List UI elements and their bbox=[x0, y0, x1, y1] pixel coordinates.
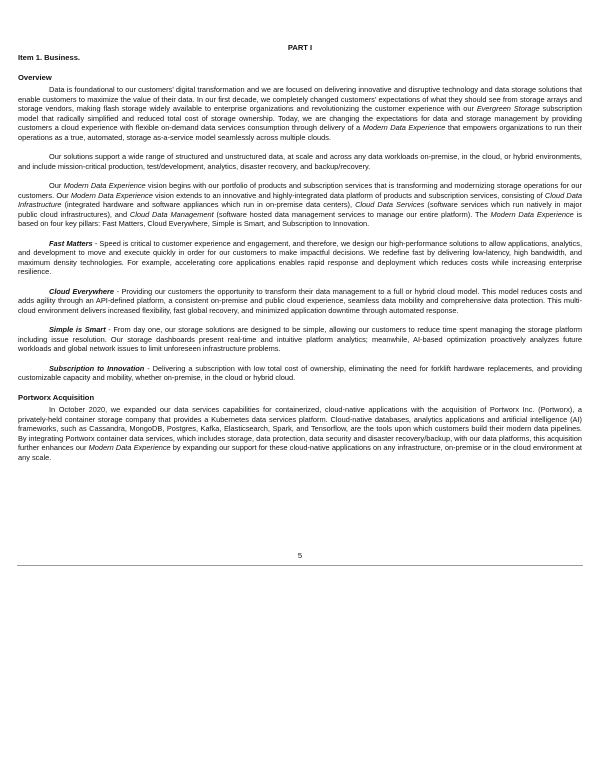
page-divider bbox=[17, 565, 583, 566]
paragraph-overview-2: Our solutions support a wide range of structured and unstructured data, at scale and across any data workloads on-premise, in the cloud, or hybrid environments, and include mission-critical production, test/development, analytics, disaster recovery, and backup/recovery. bbox=[18, 152, 582, 171]
document-page bbox=[18, 43, 582, 462]
item-title: Item 1. Business. bbox=[18, 53, 81, 62]
section-heading-overview: Overview bbox=[18, 72, 52, 82]
paragraph-pillar-cloud-everywhere: Cloud Everywhere - Providing our customers the opportunity to transform their data management to a full or hybrid cloud model. This model reduces costs and adds agility through an API-defined platform, a consistent on-premise and public cloud experience, seamless data mobility and comprehensive data protection. This multi-cloud environment delivers increased flexibility, fast global recovery, and minimized application downtime through automated response. bbox=[18, 286, 583, 315]
part-title: PART I bbox=[287, 43, 313, 52]
paragraph-overview-1: Data is foundational to our customers’ digital transformation and we are focused on delivering innovative and disruptive technology and data storage solutions that enable customers to maximize the value of their data. In our first decade, we completely changed customers’ expectations of what they should see from storage arrays and storage vendors, making flash storage widely available to enterprise organizations and revolutionizing the customer experience with our Evergreen Storage subscription model that radically simplified and reduced total cost of storage ownership. Today, we are changing the expectations for data and storage management by providing customers a cloud experience with flexible on-demand data services consumption through delivery of a Modern Data Experience that empowers organizations to run their operations as a true, automated, storage as-a-service model seamlessly across multiple clouds. bbox=[18, 85, 582, 142]
paragraph-pillar-subscription-to-innovation: Subscription to Innovation - Delivering a subscription with low total cost of ownership, eliminating the need for forklift hardware replacements, and providing customizable capacity and mobility, whether on-premise, in the cloud or hybrid cloud. bbox=[18, 363, 582, 382]
paragraph-overview-3: Our Modern Data Experience vision begins with our portfolio of products and subscription services that is transforming and modernizing storage operations for our customers. Our Modern Data Experience vision extends to an innovative and highly-integrated data platform of products and subscription services, consisting of Cloud Data Infrastructure (integrated hardware and software appliances which run in on-premise data centers), Cloud Data Services (software services which run natively in major public cloud infrastructures), and Cloud Data Management (software hosted data management services to manage our entire platform). The Modern Data Experience is based on four key pillars: Fast Matters, Cloud Everywhere, Simple is Smart, and Subscription to Innovation. bbox=[18, 181, 582, 228]
paragraph-pillar-simple-is-smart: Simple is Smart - From day one, our storage solutions are designed to be simple, allowing our customers to reduce time spent managing the storage platform including issue resolution. Our storage dashboards present real-time and intuitive platform analytics; meanwhile, AI-based optimization proactively analyzes future workloads and global network issues to limit unforeseen infrastructure problems. bbox=[18, 325, 582, 353]
paragraph-pillar-fast-matters: Fast Matters - Speed is critical to customer experience and engagement, and therefore, we design our high-performance solutions to allow applications, analytics, and development to move and execute quickly in order for our customers to make impactful decisions. We redefine fast by delivering low-latency, high bandwidth, and maximum density technologies. For example, accelerating core applications enables rapid response and deployment which reduces costs while increasing enterprise resilience. bbox=[18, 238, 582, 276]
paragraph-portworx-1: In October 2020, we expanded our data services capabilities for containerized, cloud-native applications with the acquisition of Portworx Inc. (Portworx), a privately-held container storage company that provides a Kubernetes data services platform. Cloud-native databases, analytics applications and artificial intelligence (AI) frameworks, such as Cassandra, MongoDB, Postgres, Kafka, Elasticsearch, Spark, and Tensorflow, are the tools upon which customers build their modern data pipelines. By integrating Portworx container data services, which includes storage, data protection, data security and disaster recovery/backup, with our data platforms, this acquisition further enhances our Modern Data Experience by expanding our support for these cloud-native applications on any infrastructure, on-premise or in the cloud environment at any scale. bbox=[18, 405, 582, 462]
section-heading-portworx: Portworx Acquisition bbox=[18, 392, 95, 402]
page-number: 5 bbox=[297, 551, 303, 560]
